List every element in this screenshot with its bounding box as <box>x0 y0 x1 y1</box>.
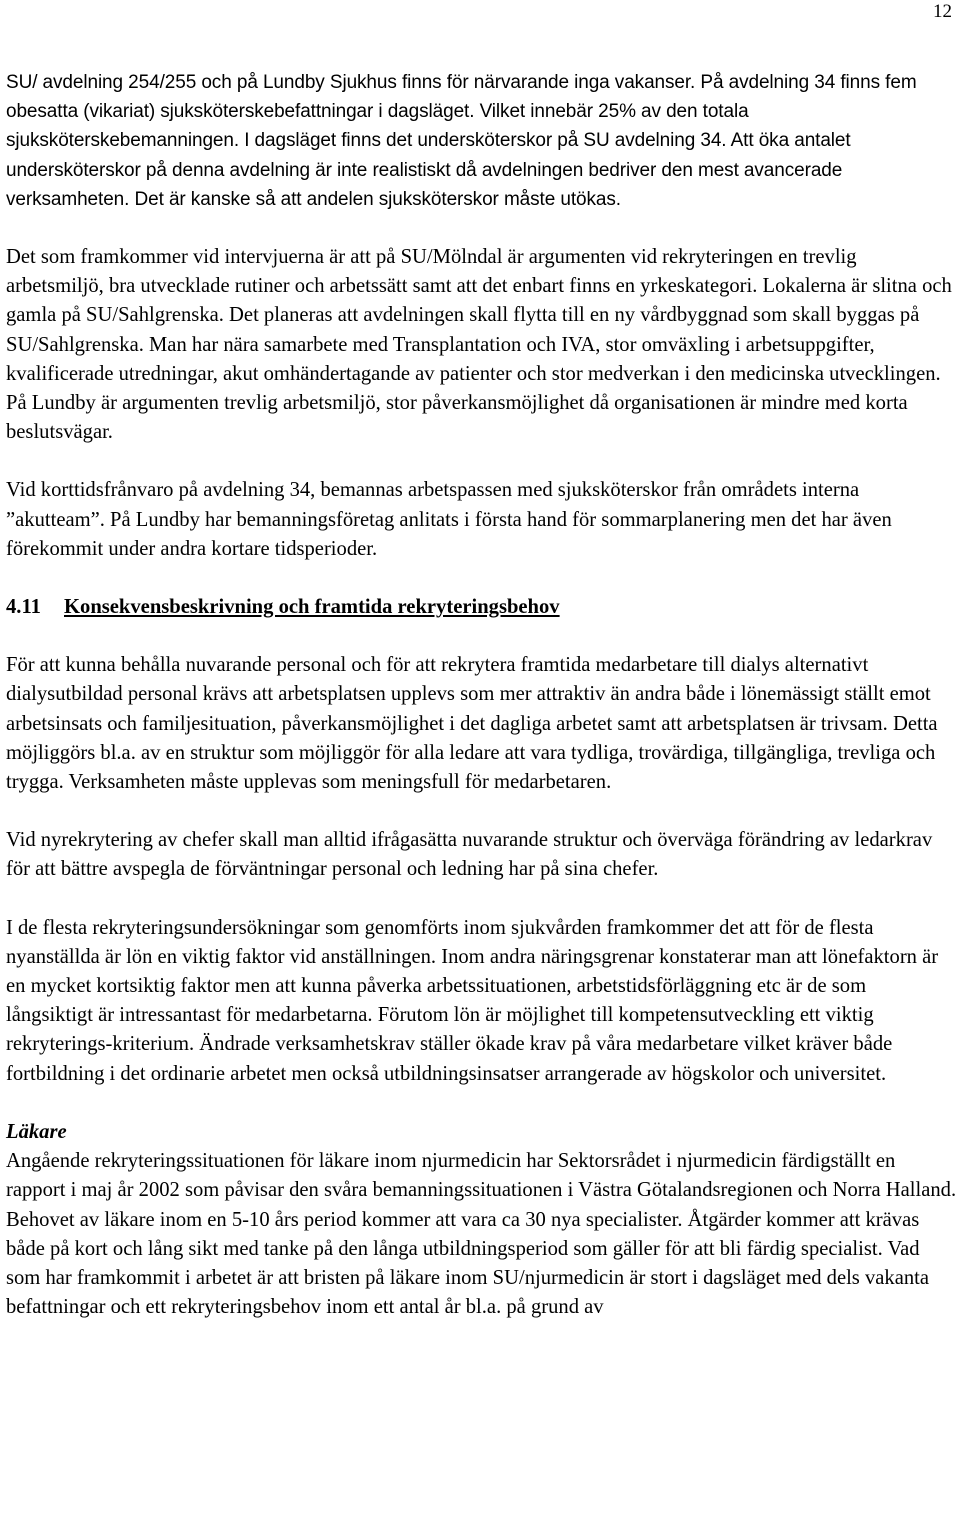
section-title: Konsekvensbeskrivning och framtida rekryteringsbehov <box>64 596 560 619</box>
page-number: 12 <box>933 1 952 22</box>
document-body <box>6 68 958 1322</box>
section-heading <box>6 593 958 622</box>
paragraph-vacancies: SU/ avdelning 254/255 och på Lundby Sjukhus finns för närvarande inga vakanser. På avdelning 34 finns fem obesatta (vikariat) sjuksköterskebefattningar i dagsläget. Vilket innebär 25% av den totala sjuksköterskebemanningen. I dagsläget finns det undersköterskor på SU avdelning 34. Att öka antalet undersköterskor på denna avdelning är inte realistiskt då avdelningen bedriver den mest avancerade verksamheten. Det är kanske så att andelen sjuksköterskor måste utökas. <box>6 72 917 210</box>
paragraph-recruitment-surveys: I de flesta rekryteringsundersökningar som genomförts inom sjukvården framkommer det att för de flesta nyanställda är lön en viktig faktor vid anställningen. Inom andra näringsgrenar konstaterar man att lönefaktorn är en mycket kortsiktig faktor men att kunna påverka arbetssituationen, arbetstidsförläggning etc är de som långsiktigt är intressantast för medarbetarna. Förutom lön är möjlighet till kompetensutveckling ett viktig rekryterings-kriterium. Ändrade verksamhetskrav ställer ökade krav på våra medarbetare vilket kräver både fortbildning i det ordinarie arbetet men också utbildningsinsatser arrangerade av högskolor och universitet. <box>6 916 939 1085</box>
subheading-doctors: Läkare <box>6 1120 67 1143</box>
section-number: 4.11 <box>6 596 41 619</box>
paragraph-retain-staff: För att kunna behålla nuvarande personal och för att rekrytera framtida medarbetare till dialys alternativt dialysutbildad personal krävs att arbetsplatsen upplevs som mer attraktiv än andra både i lönemässigt ställt emot arbetsinsats och familjesituation, påverkansmöjlighet i det dagliga arbetet samt att arbetsplatsen är trivsam. Detta möjliggörs bl.a. av en struktur som möjliggör för alla ledare att vara tydliga, trovärdiga, tillgängliga, trevliga och trygga. Verksamheten måste upplevas som meningsfull för medarbetaren. <box>6 654 938 794</box>
paragraph-doctors: Angående rekryteringssituationen för läkare inom njurmedicin har Sektorsrådet i njurmedicin färdigställt en rapport i maj år 2002 som påvisar den svåra bemanningssituationen i Västra Götalandsregionen och Norra Halland. Behovet av läkare inom en 5-10 års period kommer att vara ca 30 nya specialister. Åtgärder kommer att krävas både på kort och lång sikt med tanke på den långa utbildningsperiod som gäller för att bli färdig specialist. Vad som har framkommit i arbetet är att bristen på läkare inom SU/njurmedicin är stort i dagsläget med dels vakanta befattningar och ett rekryteringsbehov inom ett antal år bl.a. på grund av <box>6 1150 957 1319</box>
paragraph-short-absence: Vid korttidsfrånvaro på avdelning 34, bemannas arbetspassen med sjuksköterskor från områdets interna ”akutteam”. På Lundby har bemanningsföretag anlitats i första hand för sommarplanering men det har även förekommit under andra kortare tidsperioder. <box>6 479 892 560</box>
paragraph-new-managers: Vid nyrekrytering av chefer skall man alltid ifrågasätta nuvarande struktur och överväga förändring av ledarkrav för att bättre avspegla de förväntningar personal och ledning har på sina chefer. <box>6 829 933 881</box>
paragraph-interviews: Det som framkommer vid intervjuerna är att på SU/Mölndal är argumenten vid rekryteringen en trevlig arbetsmiljö, bra utvecklade rutiner och arbetssätt samt att det enbart finns en yrkeskategori. Lokalerna är slitna och gamla på SU/Sahlgrenska. Det planeras att avdelningen skall flytta till en ny vårdbyggnad som skall byggas på SU/Sahlgrenska. Man har nära samarbete med Transplantation och IVA, stor omväxling i arbetsuppgifter, kvalificerade utredningar, akut omhändertagande av patienter och stor medverkan i den medicinska utvecklingen. På Lundby är argumenten trevlig arbetsmiljö, stor påverkansmöjlighet då organisationen är mindre med korta beslutsvägar. <box>6 246 952 444</box>
